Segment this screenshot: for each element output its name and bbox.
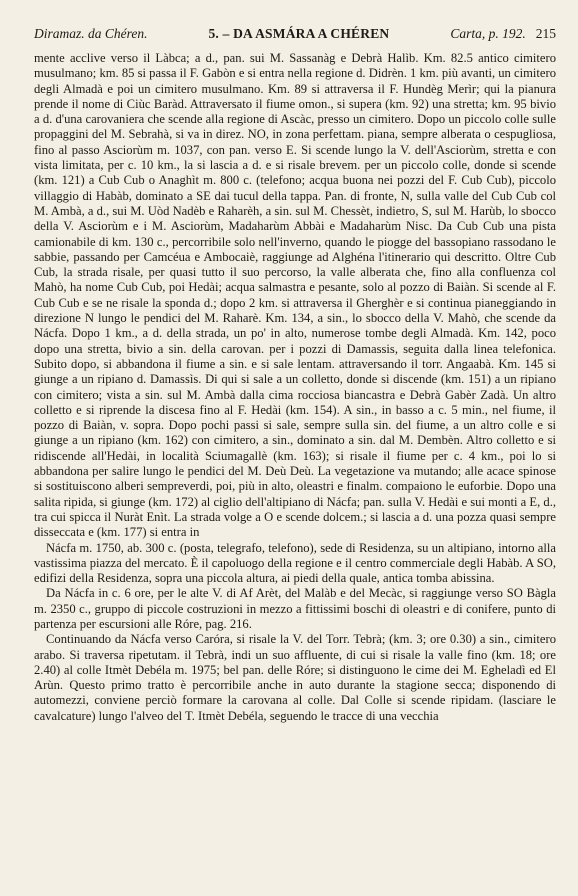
header-chapter-title: 5. – DA ASMÁRA A CHÉREN [208, 26, 390, 41]
paragraph-nacfa: Nácfa m. 1750, ab. 300 c. (posta, telegrafo, telefono), sede di Residenza, su un altipiano, intorno alla vastissima piazza del mercato. È il capoluogo della regione e il centro commerciale degli Habàb. A SO, edifizi della Residenza, sopra una piccola altura, ai piedi della quale, antica tomba abissina. [34, 540, 556, 586]
body-text [34, 51, 556, 724]
running-header [34, 26, 556, 42]
header-section-title: Diramaz. da Chéren. [34, 26, 148, 41]
header-map-label: Carta, p. 192. [450, 26, 526, 41]
header-map-ref [450, 26, 556, 42]
paragraph-bagla-excursion: Da Nácfa in c. 6 ore, per le alte V. di Af Arèt, del Malàb e del Mecàc, si raggiunge verso SO Bàgla m. 2350 c., gruppo di piccole costruzioni in mezzo a fittissimi boschi di oleastri e di conifere, punto di partenza per escursioni alle Róre, pag. 216. [34, 586, 556, 631]
paragraph-route-description: mente acclive verso il Làbca; a d., pan. sui M. Sassanàg e Debrà Halìb. Km. 82.5 antico cimitero musulmano; km. 85 si passa il F. Gabòn e si entra nella regione d. Didrèn. 1 km. più avanti, un cimitero degli Almadà e poi un cimitero musulmano. Km. 89 si attraversa il F. Hundèg Merìr; qui la pianura prende il nome di Ciùc Baràd. Attraversato il fiume omon., si supera (km. 92) una stretta; km. 95 bivio a d. d'una carovaniera che scende alla regione di Ascàc, presso un cimitero. Dopo un piccolo colle sulle propaggini del M. Sebrahà, si va in direz. NO, in zona perfettam. piana, sempre alberata o cespugliosa, fino al passo Asciorùm m. 1037, con pan. verso E. Si scende lungo la V. dell'Asciorùm, stretta e con vista limitata, per c. 10 km., la si lascia a d. e si risale brevem. per un piccolo colle, donde si scende (km. 121) a Cub Cub o Anaghìt m. 800 c. (telefono; acqua buona nei pozzi del F. Cub Cub), piccolo villaggio di Habàb, dominato a SE dai tucul della tappa. Pan. di fronte, N, sulla valle del Cub Cub col M. Ambà, a d., sui M. Uòd Nadèb e Raharèh, a sin. sul M. Chessèt, indietro, S, sul M. Harùb, lo sbocco della V. Asciorùm e i M. Asciorùm, Madaharùm Abbài e Madaharùm Nisc. Da Cub Cub una pista camionabile di km. 130 c., percorribile solo nell'inverno, quando le piogge del bassopiano rassodano le sabbie, passando per Camcéua e Ambocaiè, raggiunge ad Alghéna l'itinerario qui descritto. Oltre Cub Cub, la strada risale, per quasi tutto il suo percorso, la valle alberata che, fino alla confluenza col Mahò, ha nome Cub Cub, poi Hedài; acqua salmastra e pesante, solo al pozzo di Baiàn. Si scende al F. Cub Cub e se ne risale la sponda d.; dopo 2 km. si attraversa il Gherghèr e si continua pianeggiando in direzione N lungo le pendici del M. Raharè. Km. 134, a sin., lo sbocco della V. Mahò, che scende da Nácfa. Dopo 1 km., a d. della strada, un po' in alto, numerose tombe degli Almadà. Km. 142, poco dopo una stretta, bivio a sin. della carovan. per i pozzi di Damassis, seguita dalla linea telefonica. Subito dopo, si abbandona il fiume a sin. e si sale lentam. attraversando il torr. Angaabà. Km. 145 si giunge a un ripiano d. Damassìs. Di qui si sale a un colletto, donde si discende (km. 151) a un ripiano con cimitero; vista a sin. sul M. Ambà dalla cima rocciosa biancastra e Debrà Gabèr Zadà. Un altro colletto e si riprende la discesa fino al F. Hedài (km. 154). A sin., in basso a c. 5 min., nel fiume, il pozzo di Baiàn, v. sopra. Dopo pochi passi si sale, sempre sulla sin. del fiume, a un altro colle e si giunge a un ripiano (km. 162) con cimitero, a sin., dominato a sin. dal M. Dembèn. Altro colletto e si ridiscende all'Hedài, in località Sciumagallè (km. 163); si risale il fiume per c. 4 km., poi lo si abbandona per salire lungo le pendici del M. Deù Deù. La vegetazione va mutando; alle acace spinose si sostituiscono alberi sempreverdi, poi, più in alto, oleastri e finalm. compaiono le euforbie. Dopo una salita ripida, si giunge (km. 172) al ciglio dell'altipiano di Nácfa; pan. sulla V. Hedài e sui monti a E, d., tra cui spicca il Nuràt Enìt. La strada volge a O e scende dolcem.; si lascia a d. una pozza quasi sempre disseccata e (km. 177) si entra in [34, 51, 556, 540]
page-number: 215 [535, 26, 556, 41]
paragraph-route-to-carora: Continuando da Nácfa verso Caróra, si risale la V. del Torr. Tebrà; (km. 3; ore 0.30) a sin., cimitero arabo. Si traversa ripetutam. il Tebrà, indi un suo affluente, di cui si risale la valle fino (km. 18; ore 2.40) al colle Itmèt Debéla m. 1975; bel pan. delle Róre; si distinguono le cime dei M. Egheladì ed El Arùn. Questo primo tratto è percorribile anche in auto durante la stagione secca; disponendo di automezzi, conviene perciò formare la carovana al colle. Dal Colle si scende ripidam. (lasciare le cavalcature) lungo l'alveo del T. Itmèt Debéla, seguendo le tracce di una vecchia [34, 632, 556, 723]
